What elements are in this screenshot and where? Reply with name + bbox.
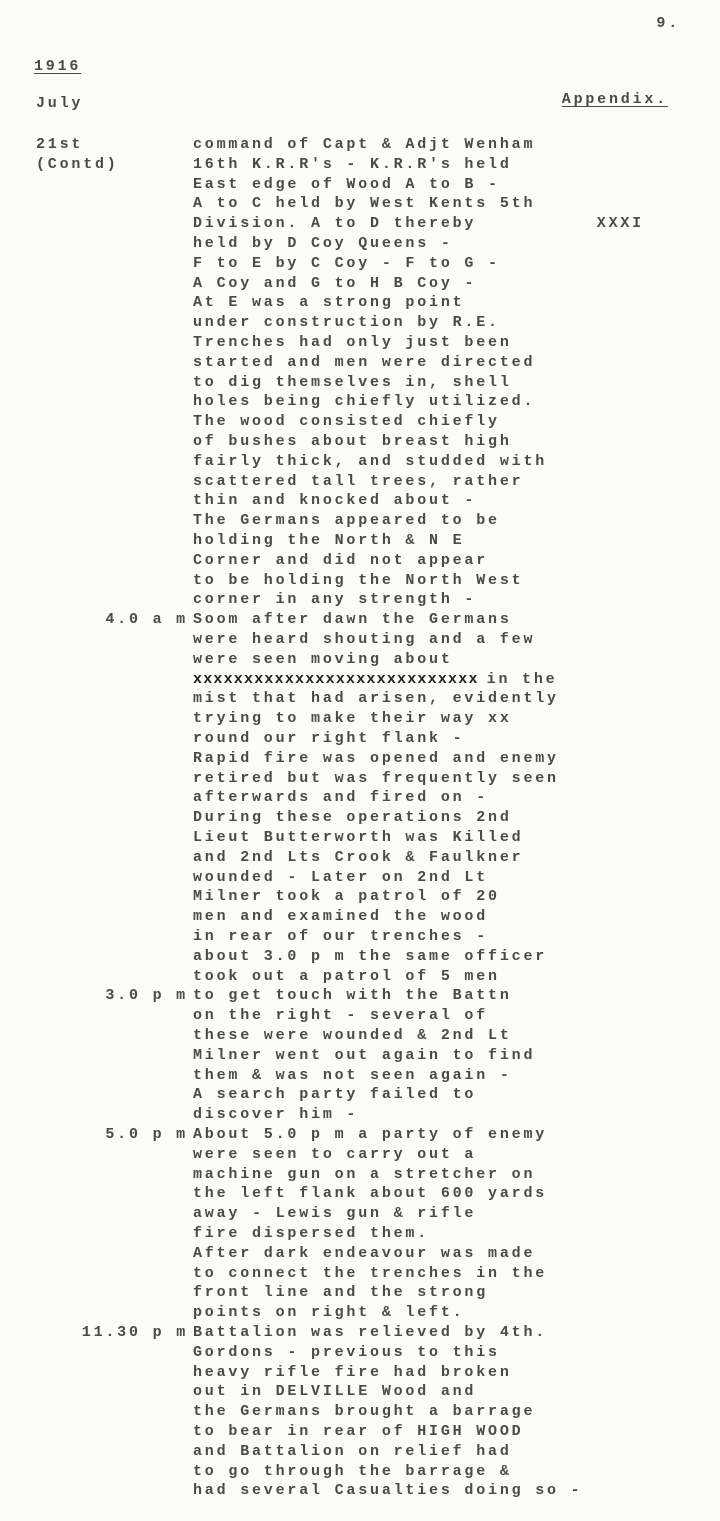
entry-line: and Battalion on relief had	[193, 1442, 512, 1460]
appendix-label: Appendix.	[561, 91, 668, 108]
entry-line: in rear of our trenches -	[193, 928, 489, 945]
entry-line: At E was a strong point	[193, 294, 465, 312]
entry-time: 4.0 a m	[105, 611, 188, 629]
entry-line: started and men were directed	[193, 353, 536, 371]
entry-line: the Germans brought a barrage	[193, 1403, 536, 1421]
entry-line: round our right flank -	[193, 730, 465, 747]
entry-line: Battalion was relieved by 4th.	[193, 1324, 548, 1341]
entry-line: F to E by C Coy - F to G -	[193, 254, 500, 272]
entry-line: away - Lewis gun & rifle	[193, 1205, 477, 1223]
entry-time: 3.0 p m	[105, 987, 188, 1005]
entry-line: discover him -	[193, 1106, 359, 1124]
entry-line: to bear in rear of HIGH WOOD	[193, 1423, 524, 1440]
page-number: 9.	[656, 15, 680, 32]
entry-line: Milner took a patrol of 20	[193, 888, 500, 906]
year-heading: 1916	[34, 58, 82, 75]
entry-line: to dig themselves in, shell	[193, 373, 512, 391]
entry-line: Division. A to D thereby	[193, 215, 477, 233]
entry-line: were seen to carry out a	[193, 1145, 477, 1163]
month-heading: July	[36, 95, 84, 112]
entry-time: 5.0 p m	[105, 1126, 188, 1143]
entry-line: 16th K.R.R's - K.R.R's held	[193, 155, 512, 173]
entry-line: command of Capt & Adjt Wenham	[193, 136, 536, 153]
entry-line: points on right & left.	[193, 1304, 465, 1322]
entry-line: on the right - several of	[193, 1007, 489, 1025]
entry-line: under construction by R.E.	[193, 314, 500, 332]
entry-line: out in DELVILLE Wood and	[193, 1383, 477, 1401]
entry-line: machine gun on a stretcher on	[193, 1165, 536, 1183]
entry-line: fire dispersed them.	[193, 1225, 430, 1242]
entry-line: thin and knocked about -	[193, 492, 477, 510]
entry-line: Gordons - previous to this	[193, 1343, 500, 1361]
entry-time: 11.30 p m	[81, 1324, 188, 1341]
entry-line: of bushes about breast high	[193, 433, 512, 450]
entry-line: East edge of Wood A to B -	[193, 175, 500, 193]
entry-line: to connect the trenches in the	[193, 1264, 548, 1282]
entry-line: fairly thick, and studded with	[193, 452, 548, 470]
entry-line: Lieut Butterworth was Killed	[193, 829, 524, 846]
entry-line: to be holding the North West	[193, 571, 524, 589]
entry-line: held by D Coy Queens -	[193, 235, 453, 252]
entry-line: About 5.0 p m a party of enemy	[193, 1126, 548, 1143]
entry-line-text: in the	[486, 670, 558, 688]
entry-line: A Coy and G to H B Coy -	[193, 274, 477, 292]
struck-out-text: xxxxxxxxxxxxxxxxxxxxxxxxxxxx	[193, 670, 479, 688]
entry-line: them & was not seen again -	[193, 1066, 512, 1084]
appendix-reference: XXXI	[596, 215, 644, 232]
entry-date: 21st	[36, 136, 84, 153]
entry-line: front line and the strong	[193, 1284, 489, 1302]
entry-line: scattered tall trees, rather	[193, 472, 524, 490]
entry-line: Corner and did not appear	[193, 551, 489, 569]
entry-line: After dark endeavour was made	[193, 1244, 536, 1262]
entry-line: holding the North & N E	[193, 532, 465, 549]
entry-line: The wood consisted chiefly	[193, 413, 500, 431]
entry-line: the left flank about 600 yards	[193, 1185, 548, 1203]
entry-line: had several Casualties doing so -	[193, 1482, 583, 1500]
entry-line: During these operations 2nd	[193, 809, 512, 827]
entry-line: Soom after dawn the Germans	[193, 611, 512, 629]
entry-line: A search party failed to	[193, 1086, 477, 1104]
entry-date-note: (Contd)	[36, 156, 119, 173]
entry-line: were seen moving about	[193, 650, 453, 668]
entry-line: Milner went out again to find	[193, 1046, 536, 1064]
entry-line: heavy rifle fire had broken	[193, 1363, 512, 1381]
entry-line: took out a patrol of 5 men	[193, 967, 500, 985]
entry-line: these were wounded & 2nd Lt	[193, 1027, 512, 1044]
entry-line: to get touch with the Battn	[193, 987, 512, 1005]
entry-line: afterwards and fired on -	[193, 789, 489, 807]
entry-line: wounded - Later on 2nd Lt	[193, 868, 489, 886]
entry-line: retired but was frequently seen	[193, 769, 559, 787]
entry-line: The Germans appeared to be	[193, 512, 500, 530]
entry-line: holes being chiefly utilized.	[193, 393, 536, 411]
entry-line: corner in any strength -	[193, 591, 477, 609]
entry-line: to go through the barrage &	[193, 1462, 512, 1480]
entry-line: about 3.0 p m the same officer	[193, 947, 548, 965]
entry-line	[193, 670, 557, 690]
entry-line: Rapid fire was opened and enemy	[193, 749, 559, 767]
entry-line: men and examined the wood	[193, 908, 489, 926]
entry-line: Trenches had only just been	[193, 334, 512, 351]
entry-line: mist that had arisen, evidently	[193, 690, 559, 708]
entry-line: A to C held by West Kents 5th	[193, 195, 536, 213]
entry-line: and 2nd Lts Crook & Faulkner	[193, 848, 524, 866]
entry-line: trying to make their way xx	[193, 710, 512, 728]
entry-line: were heard shouting and a few	[193, 631, 536, 648]
